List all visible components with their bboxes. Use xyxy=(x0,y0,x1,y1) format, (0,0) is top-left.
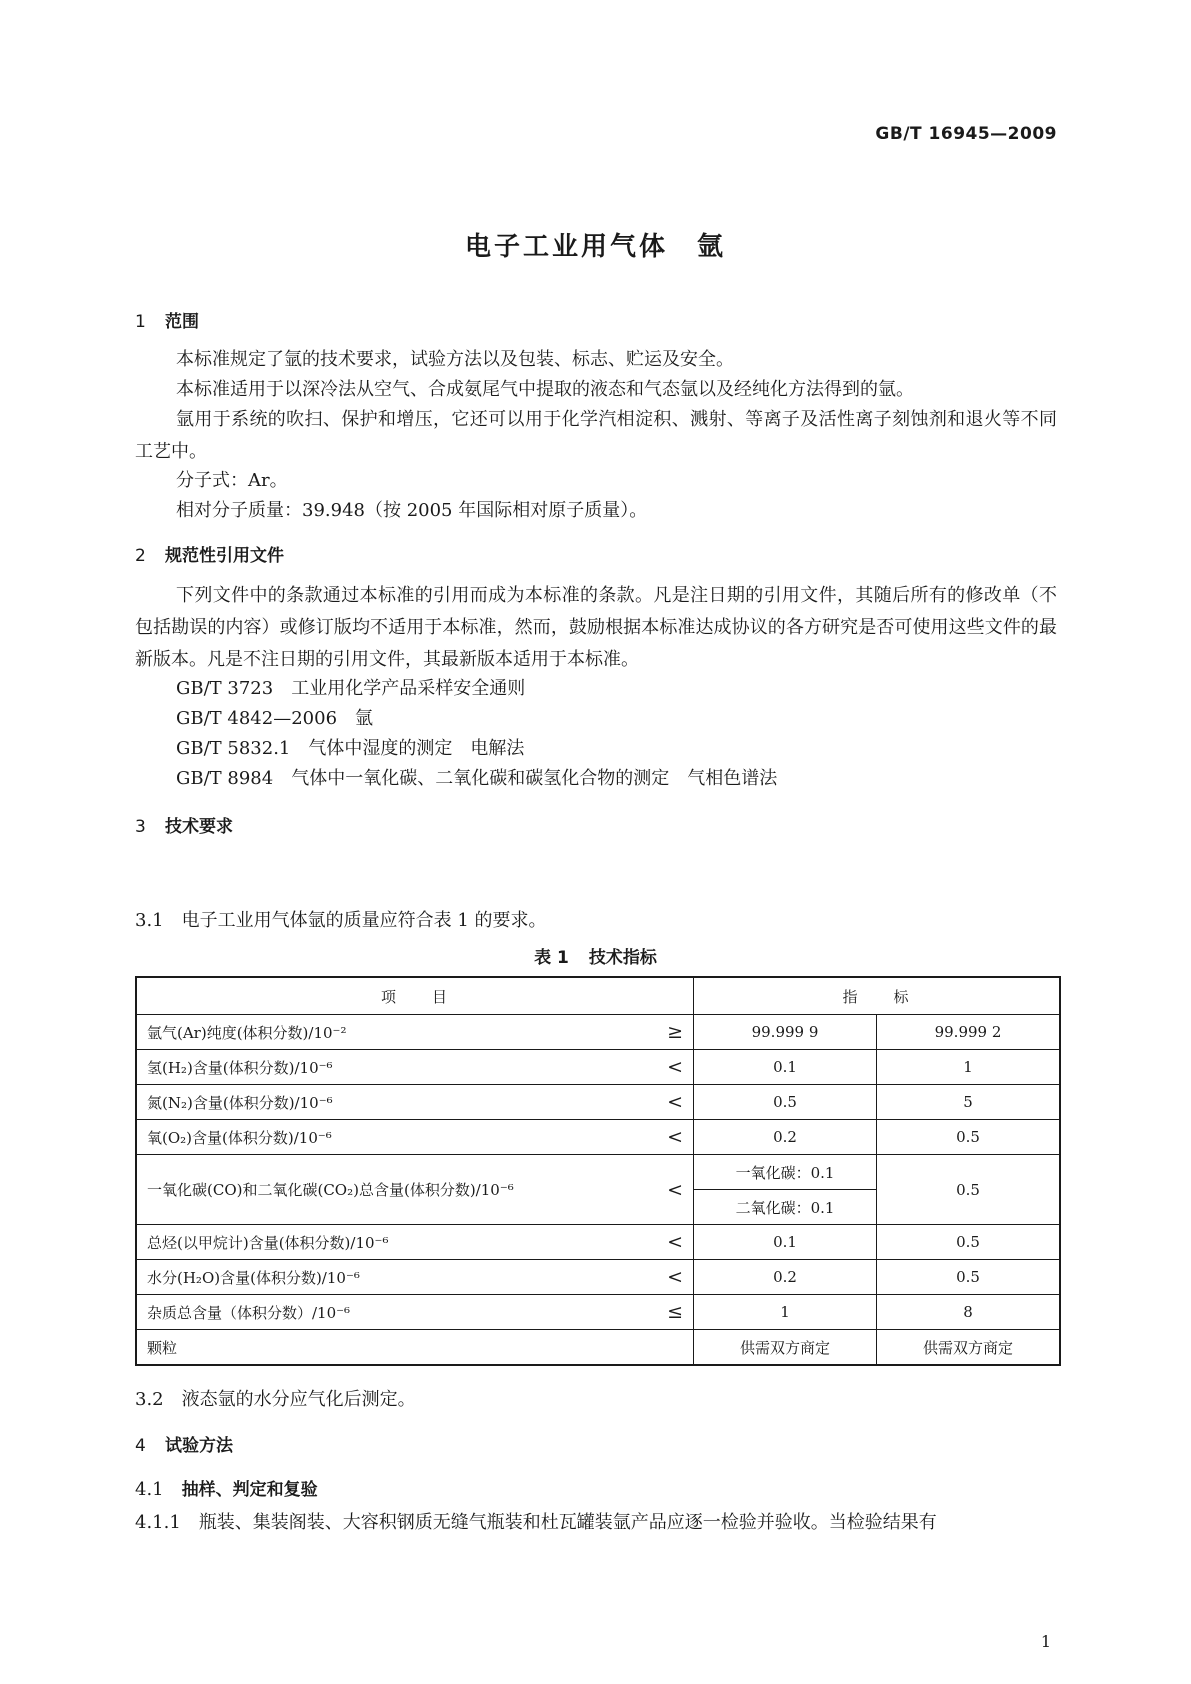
value-cell-grade-1: 供需双方商定 xyxy=(694,1330,877,1366)
clause-text: 液态氩的水分应气化后测定。 xyxy=(181,1389,416,1410)
standard-code: GB/T 16945—2009 xyxy=(875,124,1057,144)
table-row xyxy=(136,1120,1060,1155)
reference-item xyxy=(176,674,525,700)
reference-item xyxy=(176,734,524,760)
column-header-index: 指 标 xyxy=(694,977,1061,1015)
clause-3-1 xyxy=(135,906,547,932)
section-number: 3 xyxy=(135,817,146,837)
value-cell-grade-1-co: 一氧化碳：0.1 xyxy=(694,1155,877,1190)
section-number: 1 xyxy=(135,312,146,332)
scope-paragraph-3: 氩用于系统的吹扫、保护和增压，它还可以用于化学汽相淀积、溅射、等离子及活性离子刻蚀剂和退火等不同工艺中。 xyxy=(135,409,1057,462)
value-cell-grade-1: 0.2 xyxy=(694,1260,877,1295)
item-cell: 氧(O₂)含量(体积分数)/10⁻⁶ xyxy=(136,1120,646,1155)
table-label: 表 1 xyxy=(534,948,569,968)
value-cell-grade-1: 0.1 xyxy=(694,1050,877,1085)
section-4-heading xyxy=(135,1431,233,1456)
value-cell-grade-2: 0.5 xyxy=(877,1120,1061,1155)
clause-4-1 xyxy=(135,1475,318,1500)
table-header-row xyxy=(136,977,1060,1015)
reference-title: 氩 xyxy=(355,708,374,729)
clause-number: 4.1 xyxy=(135,1479,164,1500)
item-cell: 水分(H₂O)含量(体积分数)/10⁻⁶ xyxy=(136,1260,646,1295)
reference-title: 气体中湿度的测定 电解法 xyxy=(308,738,525,759)
section-title: 规范性引用文件 xyxy=(165,546,284,566)
normative-references-paragraph: 下列文件中的条款通过本标准的引用而成为本标准的条款。凡是注日期的引用文件，其随后所有的修改单（不包括勘误的内容）或修订版均不适用于本标准，然而，鼓励根据本标准达成协议的各方研究是否可使用这些文件的最新版本。凡是不注日期的引用文件，其最新版本适用于本标准。 xyxy=(135,585,1057,670)
value-cell-grade-2: 1 xyxy=(877,1050,1061,1085)
reference-item xyxy=(176,764,777,790)
molecular-mass: 相对分子质量：39.948（按 2005 年国际相对原子质量）。 xyxy=(176,500,648,521)
reference-code: GB/T 3723 xyxy=(176,678,274,699)
value-cell-grade-2: 5 xyxy=(877,1085,1061,1120)
value-cell-grade-2: 0.5 xyxy=(877,1225,1061,1260)
scope-paragraph-1: 本标准规定了氩的技术要求，试验方法以及包装、标志、贮运及安全。 xyxy=(176,349,734,370)
value-cell-grade-2: 0.5 xyxy=(877,1260,1061,1295)
item-cell: 氮(N₂)含量(体积分数)/10⁻⁶ xyxy=(136,1085,646,1120)
document-title: 电子工业用气体 氩 xyxy=(464,232,726,262)
operator-cell: ≥ xyxy=(646,1015,694,1050)
technical-index-table xyxy=(135,976,1061,1366)
reference-code: GB/T 4842—2006 xyxy=(176,708,338,729)
table-title: 技术指标 xyxy=(588,948,657,968)
value-cell-grade-1-co2: 二氧化碳：0.1 xyxy=(694,1190,877,1225)
table-row xyxy=(136,1225,1060,1260)
section-title: 试验方法 xyxy=(165,1436,233,1456)
reference-title: 气体中一氧化碳、二氧化碳和碳氢化合物的测定 气相色谱法 xyxy=(291,768,778,789)
clause-text: 瓶装、集装阁装、大容积钢质无缝气瓶装和杜瓦罐装氩产品应逐一检验并验收。当检验结果有 xyxy=(198,1512,937,1533)
table-row xyxy=(136,1330,1060,1366)
operator-cell: ≤ xyxy=(646,1295,694,1330)
operator-cell: < xyxy=(646,1225,694,1260)
section-title: 技术要求 xyxy=(165,817,233,837)
clause-number: 4.1.1 xyxy=(135,1512,181,1533)
value-cell-grade-1: 1 xyxy=(694,1295,877,1330)
value-cell-grade-1: 0.1 xyxy=(694,1225,877,1260)
reference-title: 工业用化学产品采样安全通则 xyxy=(291,678,526,699)
section-number: 4 xyxy=(135,1436,146,1456)
operator-cell: < xyxy=(646,1050,694,1085)
operator-cell: < xyxy=(646,1120,694,1155)
section-number: 2 xyxy=(135,546,146,566)
table-row xyxy=(136,1085,1060,1120)
clause-number: 3.1 xyxy=(135,910,164,931)
clause-4-1-1 xyxy=(135,1508,937,1534)
item-cell: 总烃(以甲烷计)含量(体积分数)/10⁻⁶ xyxy=(136,1225,646,1260)
molecular-formula: 分子式：Ar。 xyxy=(176,470,288,491)
clause-number: 3.2 xyxy=(135,1389,164,1410)
reference-code: GB/T 5832.1 xyxy=(176,738,291,759)
table-caption xyxy=(0,943,1191,968)
section-1-heading xyxy=(135,307,199,332)
item-cell: 杂质总含量（体积分数）/10⁻⁶ xyxy=(136,1295,646,1330)
operator-cell: < xyxy=(646,1155,694,1225)
operator-cell xyxy=(646,1330,694,1366)
clause-text: 电子工业用气体氩的质量应符合表 1 的要求。 xyxy=(181,910,547,931)
section-title: 范围 xyxy=(165,312,199,332)
clause-title: 抽样、判定和复验 xyxy=(181,1480,318,1500)
table-row xyxy=(136,1155,1060,1190)
section-3-heading xyxy=(135,812,233,837)
column-header-item: 项 目 xyxy=(136,977,694,1015)
value-cell-grade-2: 8 xyxy=(877,1295,1061,1330)
table-row xyxy=(136,1295,1060,1330)
value-cell-grade-2: 供需双方商定 xyxy=(877,1330,1061,1366)
value-cell-grade-1: 0.5 xyxy=(694,1085,877,1120)
table-row xyxy=(136,1050,1060,1085)
value-cell-grade-2: 99.999 2 xyxy=(877,1015,1061,1050)
operator-cell: < xyxy=(646,1260,694,1295)
item-cell: 一氧化碳(CO)和二氧化碳(CO₂)总含量(体积分数)/10⁻⁶ xyxy=(136,1155,646,1225)
clause-3-2 xyxy=(135,1385,416,1411)
item-cell: 颗粒 xyxy=(136,1330,646,1366)
scope-paragraph-2: 本标准适用于以深冷法从空气、合成氨尾气中提取的液态和气态氩以及经纯化方法得到的氩。 xyxy=(176,379,914,400)
value-cell-grade-1: 99.999 9 xyxy=(694,1015,877,1050)
table-row xyxy=(136,1260,1060,1295)
item-cell: 氩气(Ar)纯度(体积分数)/10⁻² xyxy=(136,1015,646,1050)
section-2-heading xyxy=(135,541,284,566)
item-cell: 氢(H₂)含量(体积分数)/10⁻⁶ xyxy=(136,1050,646,1085)
value-cell-grade-1: 0.2 xyxy=(694,1120,877,1155)
operator-cell: < xyxy=(646,1085,694,1120)
page-number: 1 xyxy=(1040,1632,1051,1651)
reference-item xyxy=(176,704,373,730)
table-row xyxy=(136,1015,1060,1050)
value-cell-grade-2: 0.5 xyxy=(877,1155,1061,1225)
reference-code: GB/T 8984 xyxy=(176,768,274,789)
